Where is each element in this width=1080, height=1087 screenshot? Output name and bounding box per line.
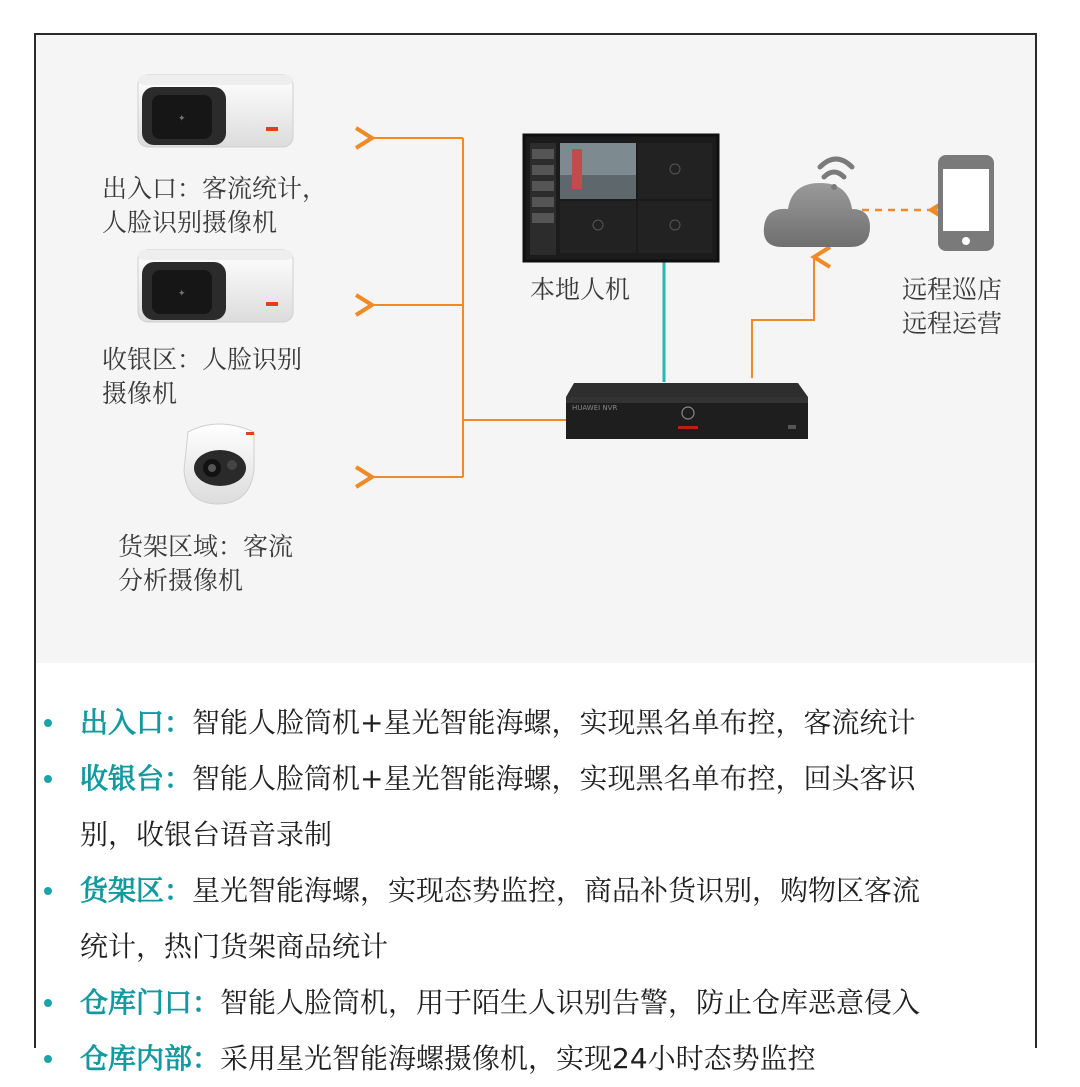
list-item: 仓库内部：采用星光智能海螺摄像机，实现24小时态势监控 — [44, 1031, 1029, 1087]
description-panel — [36, 663, 1035, 1075]
smartphone-icon — [938, 155, 994, 251]
svg-text:✦: ✦ — [178, 114, 186, 124]
monitor-icon — [524, 135, 718, 261]
bullet-camera-icon — [138, 250, 293, 322]
camera-3-label: 货架区域：客流 分析摄像机 — [118, 532, 294, 595]
camera-1-label: 出入口：客流统计， 人脸识别摄像机 — [102, 174, 328, 237]
camera-2-label: 收银区：人脸识别 摄像机 — [102, 345, 303, 408]
monitor-label: 本地人机 — [530, 275, 631, 304]
bullet-camera-icon — [138, 75, 293, 147]
dome-camera-icon — [184, 424, 254, 504]
remote-label: 远程巡店 远程运营 — [902, 275, 1003, 338]
nvr-icon — [566, 383, 808, 439]
bullet-list — [44, 695, 1029, 1087]
svg-text:✦: ✦ — [178, 289, 186, 299]
list-item: 货架区：星光智能海螺，实现态势监控，商品补货识别，购物区客流 统计，热门货架商品统计 — [44, 863, 1029, 975]
list-item: 仓库门口：智能人脸筒机，用于陌生人识别告警，防止仓库恶意侵入 — [44, 975, 1029, 1031]
list-item: 出入口：智能人脸筒机+星光智能海螺，实现黑名单布控，客流统计 — [44, 695, 1029, 751]
bullet-dot-icon — [44, 887, 52, 895]
bullet-dot-icon — [44, 775, 52, 783]
list-item: 收银台：智能人脸筒机+星光智能海螺，实现黑名单布控，回头客识 别，收银台语音录制 — [44, 751, 1029, 863]
cloud-wifi-icon — [764, 159, 870, 247]
nvr-cloud-line — [752, 257, 814, 378]
bullet-dot-icon — [44, 1055, 52, 1063]
diagram-frame — [34, 33, 1037, 1075]
bullet-dot-icon — [44, 999, 52, 1007]
topology-panel — [36, 35, 1035, 663]
bullet-dot-icon — [44, 719, 52, 727]
svg-text:HUAWEI NVR: HUAWEI NVR — [572, 404, 618, 412]
